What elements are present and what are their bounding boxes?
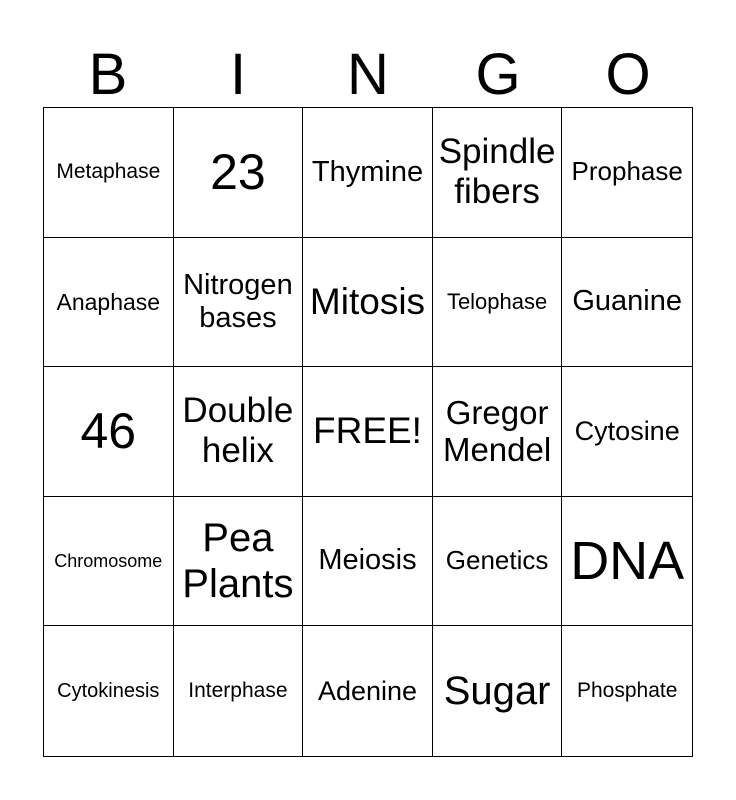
bingo-cell[interactable]	[562, 108, 692, 238]
bingo-header	[43, 42, 693, 108]
bingo-cell[interactable]	[433, 626, 563, 756]
bingo-cell[interactable]	[433, 238, 563, 368]
bingo-cell[interactable]	[562, 367, 692, 497]
bingo-cell[interactable]	[44, 626, 174, 756]
bingo-cell[interactable]	[44, 367, 174, 497]
cell-label: Chromosome	[54, 550, 163, 571]
cell-label: Adenine	[317, 675, 418, 706]
header-letter-o: O	[605, 42, 651, 107]
bingo-cell[interactable]	[44, 238, 174, 368]
bingo-cell[interactable]	[174, 367, 304, 497]
cell-label: Spindle fibers	[438, 132, 556, 212]
cell-label: Guanine	[572, 285, 683, 318]
bingo-cell[interactable]	[562, 238, 692, 368]
bingo-cell[interactable]	[303, 238, 433, 368]
cell-label: 23	[210, 143, 266, 200]
bingo-cell[interactable]	[174, 238, 304, 368]
cell-label: DNA	[570, 531, 685, 592]
bingo-cell[interactable]	[433, 497, 563, 627]
bingo-cell[interactable]	[303, 497, 433, 627]
bingo-cell[interactable]	[303, 108, 433, 238]
cell-label: Pea Plants	[182, 516, 294, 607]
cell-label: 46	[80, 402, 137, 459]
cell-label: Genetics	[445, 545, 549, 576]
bingo-cell[interactable]	[174, 108, 304, 238]
header-letter-i: I	[229, 42, 247, 107]
bingo-cell[interactable]	[562, 497, 692, 627]
bingo-cell[interactable]	[44, 497, 174, 627]
bingo-cell[interactable]	[433, 367, 563, 497]
cell-label: Thymine	[311, 155, 424, 188]
cell-label: Telophase	[446, 289, 548, 315]
cell-label: Double helix	[182, 391, 294, 471]
cell-label: Mitosis	[309, 280, 426, 322]
bingo-cell[interactable]	[303, 626, 433, 756]
header-letter-g: G	[475, 42, 521, 107]
cell-label: Meiosis	[318, 544, 417, 577]
cell-label: Interphase	[188, 679, 288, 703]
bingo-board	[43, 107, 693, 757]
cell-label: Gregor Mendel	[442, 393, 552, 469]
cell-label: Nitrogen bases	[183, 268, 293, 334]
bingo-cell[interactable]	[174, 497, 304, 627]
bingo-cell[interactable]	[174, 626, 304, 756]
bingo-cell[interactable]	[562, 626, 692, 756]
free-space-label: FREE!	[313, 410, 422, 452]
cell-label: Phosphate	[576, 679, 678, 703]
cell-label: Sugar	[443, 669, 551, 714]
cell-label: Cytosine	[574, 415, 680, 446]
header-letter-b: B	[88, 42, 128, 107]
free-space-cell[interactable]	[303, 367, 433, 497]
header-letter-n: N	[347, 42, 389, 107]
bingo-cell[interactable]	[433, 108, 563, 238]
cell-label: Anaphase	[56, 288, 161, 315]
cell-label: Metaphase	[56, 160, 161, 184]
bingo-cell[interactable]	[44, 108, 174, 238]
cell-label: Prophase	[571, 156, 683, 187]
cell-label: Cytokinesis	[57, 679, 160, 702]
